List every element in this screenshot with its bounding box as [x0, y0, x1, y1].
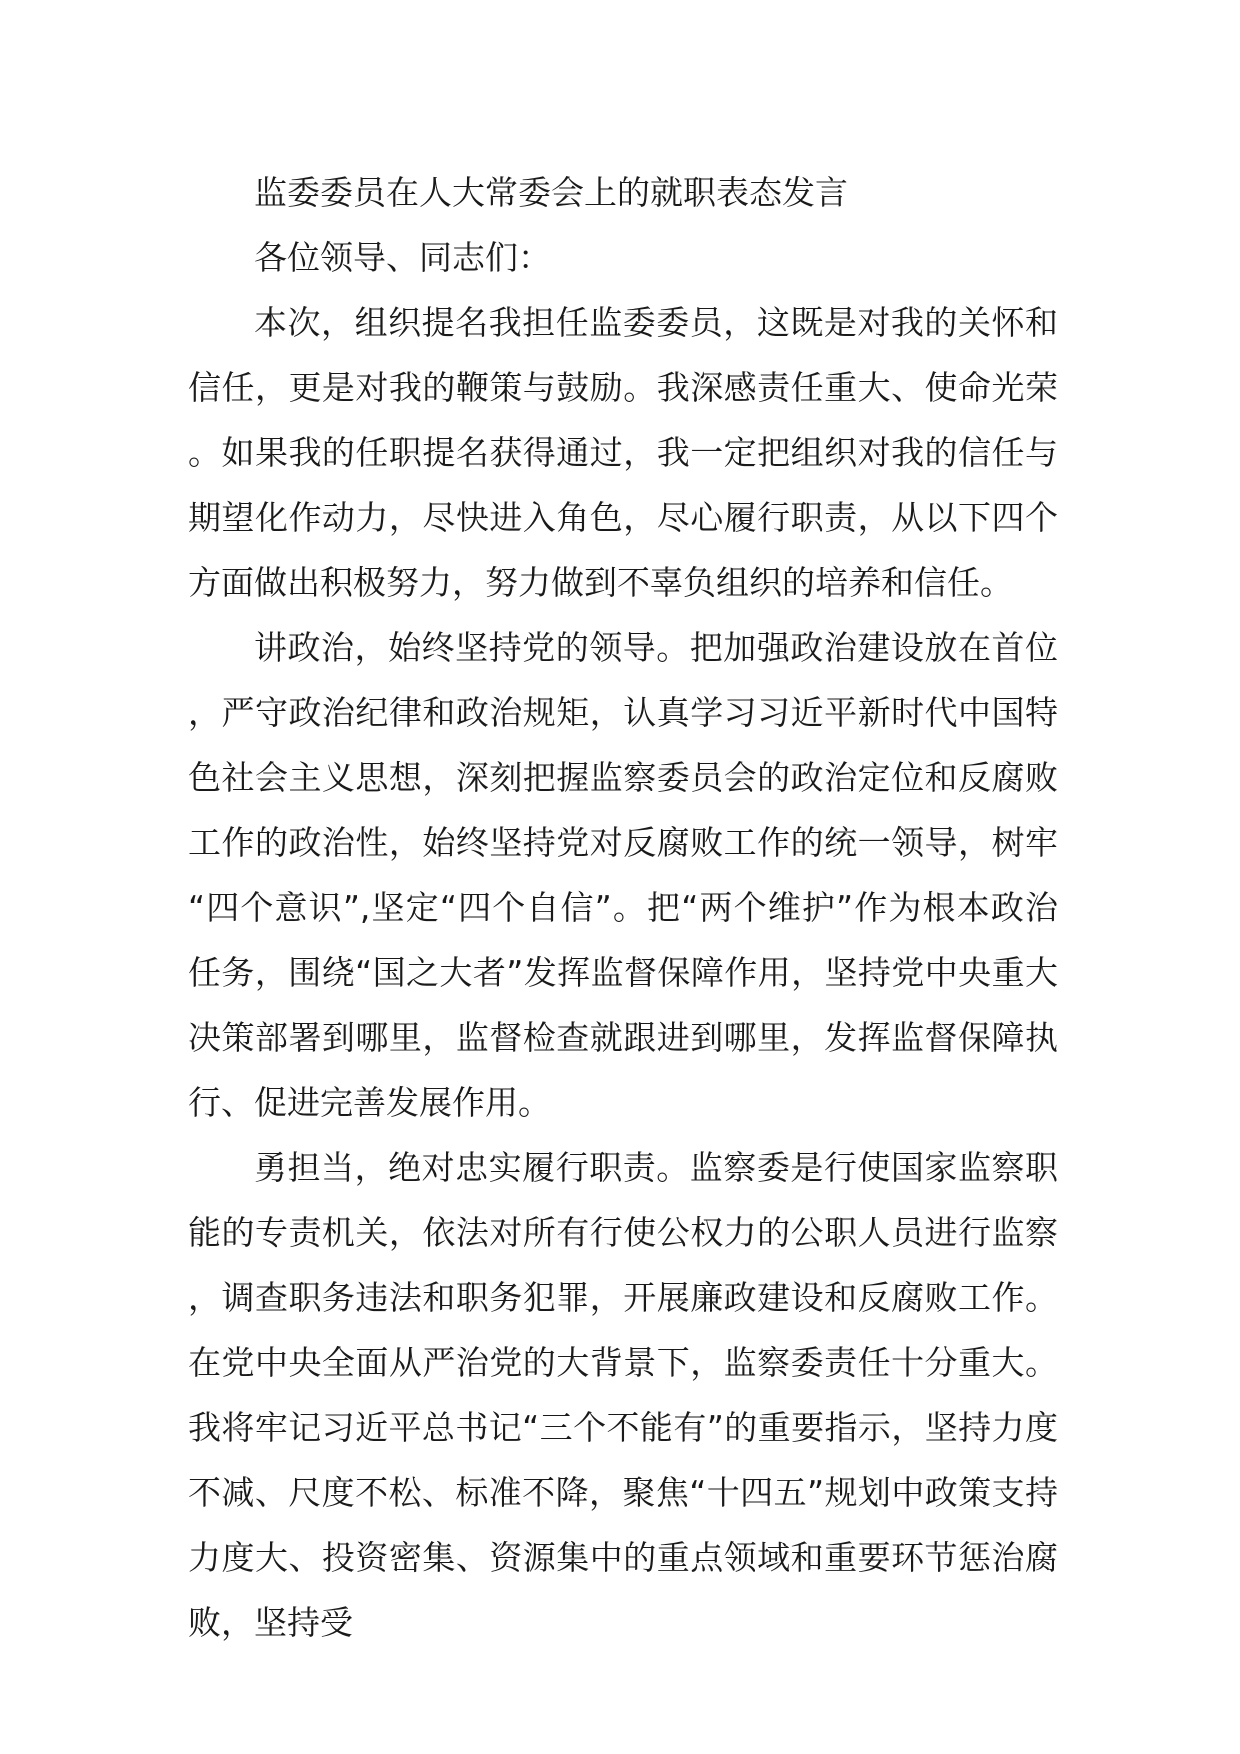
- document-page: [188, 160, 1058, 1655]
- document-title: 监委委员在人大常委会上的就职表态发言: [254, 173, 848, 212]
- paragraph-intro: 本次，组织提名我担任监委委员，这既是对我的关怀和信任，更是对我的鞭策与鼓励。我深感责任重大、使命光荣。如果我的任职提名获得通过，我一定把组织对我的信任与期望化作动力，尽快进入角色，尽心履行职责，从以下四个方面做出积极努力，努力做到不辜负组织的培养和信任。: [188, 303, 1058, 602]
- salutation: 各位领导、同志们：: [254, 238, 551, 277]
- paragraph-responsibility: 勇担当，绝对忠实履行职责。监察委是行使国家监察职能的专责机关，依法对所有行使公权力的公职人员进行监察，调查职务违法和职务犯罪，开展廉政建设和反腐败工作。在党中央全面从严治党的大背景下，监察委责任十分重大。我将牢记习近平总书记“三个不能有”的重要指示，坚持力度不减、尺度不松、标准不降，聚焦“十四五”规划中政策支持力度大、投资密集、资源集中的重点领域和重要环节惩治腐败，坚持受: [188, 1148, 1058, 1642]
- paragraph-politics: 讲政治，始终坚持党的领导。把加强政治建设放在首位，严守政治纪律和政治规矩，认真学习习近平新时代中国特色社会主义思想，深刻把握监察委员会的政治定位和反腐败工作的政治性，始终坚持党对反腐败工作的统一领导，树牢“四个意识”,坚定“四个自信”。把“两个维护”作为根本政治任务，围绕“国之大者”发挥监督保障作用，坚持党中央重大决策部署到哪里，监督检查就跟进到哪里，发挥监督保障执行、促进完善发展作用。: [188, 628, 1058, 1122]
